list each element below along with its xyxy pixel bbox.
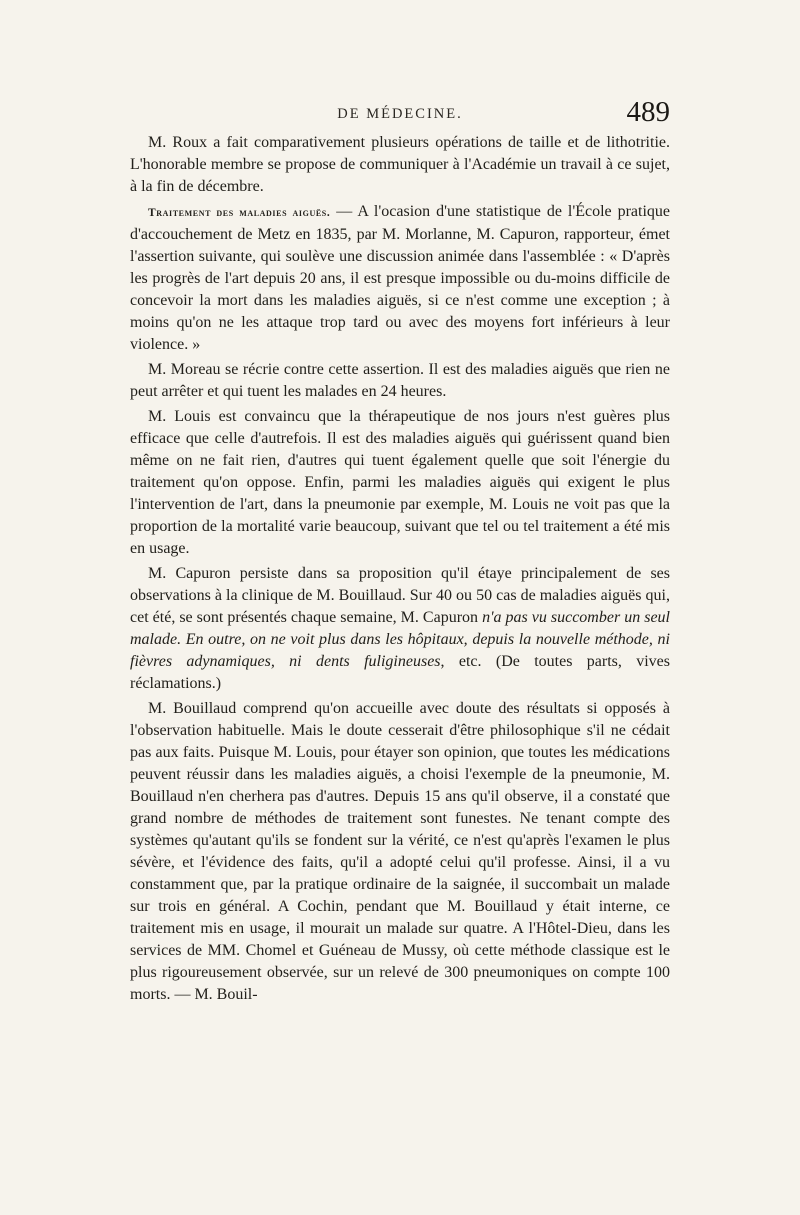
section-heading: Traitement des maladies aiguës. (148, 207, 331, 219)
paragraph-text: — A l'ocasion d'une statistique de l'École pratique d'accouchement de Metz en 1835, par M. Morlanne, M. Capuron, rapporteur, émet l'assertion suivante, qui soulève une discussion animée dans l'assemblée : « D'après les progrès de l'art depuis 20 ans, il est presque impossible ou du-moins difficile de concevoir la mort dans les maladies aiguës, si ce n'est comme une exception ; à moins qu'on ne les attaque trop tard ou avec des moyens fort inférieurs à leur violence. » (130, 203, 671, 353)
paragraph-text: M. Louis est convaincu que la thérapeutique de nos jours n'est guères plus efficace que celle d'autrefois. Il est des maladies aiguës qui guérissent quand bien même on ne fait rien, d'autres qui tuent également quelle que soit l'énergie du traitement qu'on oppose. Enfin, parmi les maladies aiguës qui exigent le plus l'intervention de l'art, dans la pneumonie par exemple, M. Louis ne voit pas que la proportion de la mortalité varie beaucoup, suivant que tel ou tel traitement a été mis en usage. (130, 408, 670, 557)
body-text (130, 132, 670, 1006)
paragraph-text: M. Bouillaud comprend qu'on accueille avec doute des résultats si opposés à l'observation habituelle. Mais le doute cesserait d'être philosophique s'il ne cédait pas aux faits. Puisque M. Louis, pour étayer son opinion, que toutes les médications peuvent réussir dans les maladies aiguës, a choisi l'exemple de la pneumonie, M. Bouillaud n'en cherhera pas d'autres. Depuis 15 ans qu'il observe, il a constaté que grand nombre de méthodes de traitement sont funestes. Ne tenant compte des systèmes qu'autant qu'ils se fondent sur la vérité, ce n'est qu'après l'examen le plus sévère, et l'évidence des faits, qu'il a adopté celui qu'il professe. Ainsi, il a vu constamment que, par la pratique ordinaire de la saignée, il succombait un malade sur trois en général. A Cochin, pendant que M. Bouillaud y était interne, ce traitement mis en usage, il mourait un malade sur quatre. A l'Hôtel-Dieu, dans les services de MM. Chomel et Guéneau de Mussy, où cette méthode classique est le plus rigoureusement observée, sur un relevé de 300 pneumoniques on compte 100 morts. — M. Bouil- (130, 700, 670, 1003)
paragraph-roux (130, 132, 670, 198)
paragraph-text: M. Moreau se récrie contre cette assertion. Il est des maladies aiguës que rien ne peut arrêter et qui tuent les malades en 24 heures. (130, 361, 670, 400)
running-head: DE MÉDECINE. (337, 106, 463, 122)
paragraph-text-tail: , etc. (De toutes parts, vives réclamations.) (130, 653, 670, 692)
paragraph-text: M. Roux a fait comparativement plusieurs opérations de taille et de lithotritie. L'honorable membre se propose de communiquer à l'Académie un travail à ce sujet, à la fin de décembre. (130, 134, 670, 195)
italic-quote: n'a pas vu succomber un seul malade. En outre, on ne voit plus dans les hôpitaux, depuis la nouvelle méthode, ni fièvres adynamiques, ni dents fuligineuses (130, 609, 670, 670)
paragraph-text: M. Capuron persiste dans sa proposition qu'il étaye principalement de ses observations à la clinique de M. Bouillaud. Sur 40 ou 50 cas de maladies aiguës qui, cet été, se sont présentés chaque semaine, M. Capuron (130, 565, 670, 626)
paragraph-moreau (130, 359, 670, 403)
paragraph-capuron (130, 563, 670, 695)
page-number: 489 (626, 96, 670, 128)
page-header (130, 96, 670, 130)
paragraph-louis (130, 406, 670, 560)
paragraph-bouillaud (130, 698, 670, 1006)
paragraph-traitement (130, 201, 670, 356)
